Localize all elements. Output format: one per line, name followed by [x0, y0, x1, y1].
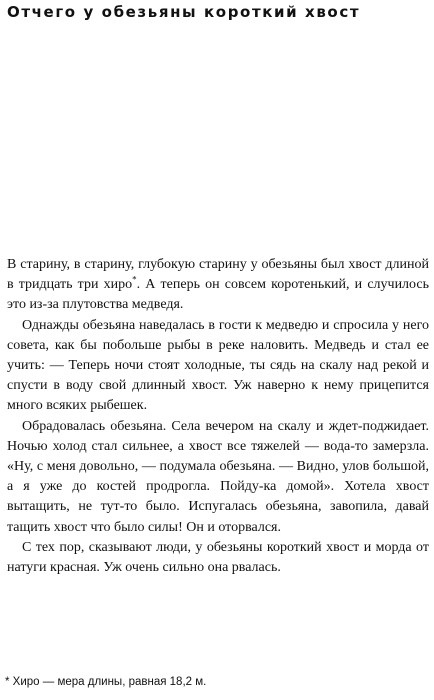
paragraph-1-continuation: . А теперь он совсем коротенький, и случилось это из-за плутовства медведя. [7, 277, 429, 313]
story-body [7, 255, 429, 578]
paragraph-1-text: В старину, в старину, глубокую старину у обезьяны был хвост длиной в тридцать три хиро [7, 257, 429, 293]
footnote-marker: * [132, 274, 137, 285]
paragraph-3: Обрадовалась обезьяна. Села вечером на скалу и ждет-поджидает. Ночью холод стал сильнее, а хвост все тяжелей — вода-то замерзла. «Ну, с меня довольно, — подумала обезьяна. — Видно, улов большой, а я уже до костей продрогла. Пойду-ка домой». Хотела хвост вытащить, не тут-то было. Испугалась обезьяна, завопила, давай тащить хвост что было силы! Он и оторвался. [7, 418, 429, 535]
paragraph-1 [7, 255, 429, 316]
footnote: * Хиро — мера длины, равная 18,2 м. [5, 676, 207, 688]
paragraph-4: С тех пор, сказывают люди, у обезьяны короткий хвост и морда от натуги красная. Уж очень сильно она рвалась. [7, 539, 429, 576]
story-title: Отчего у обезьяны короткий хвост [7, 3, 361, 21]
paragraph-2: Однажды обезьяна наведалась в гости к медведю и спросила у него совета, как бы побольше рыбы в реке наловить. Медведь и стал ее учить: — Теперь ночи стоят холодные, ты сядь на скалу над рекой и спусти в воду свой длинный хвост. Уж наверно к нему прицепится много всяких рыбешек. [7, 317, 429, 414]
